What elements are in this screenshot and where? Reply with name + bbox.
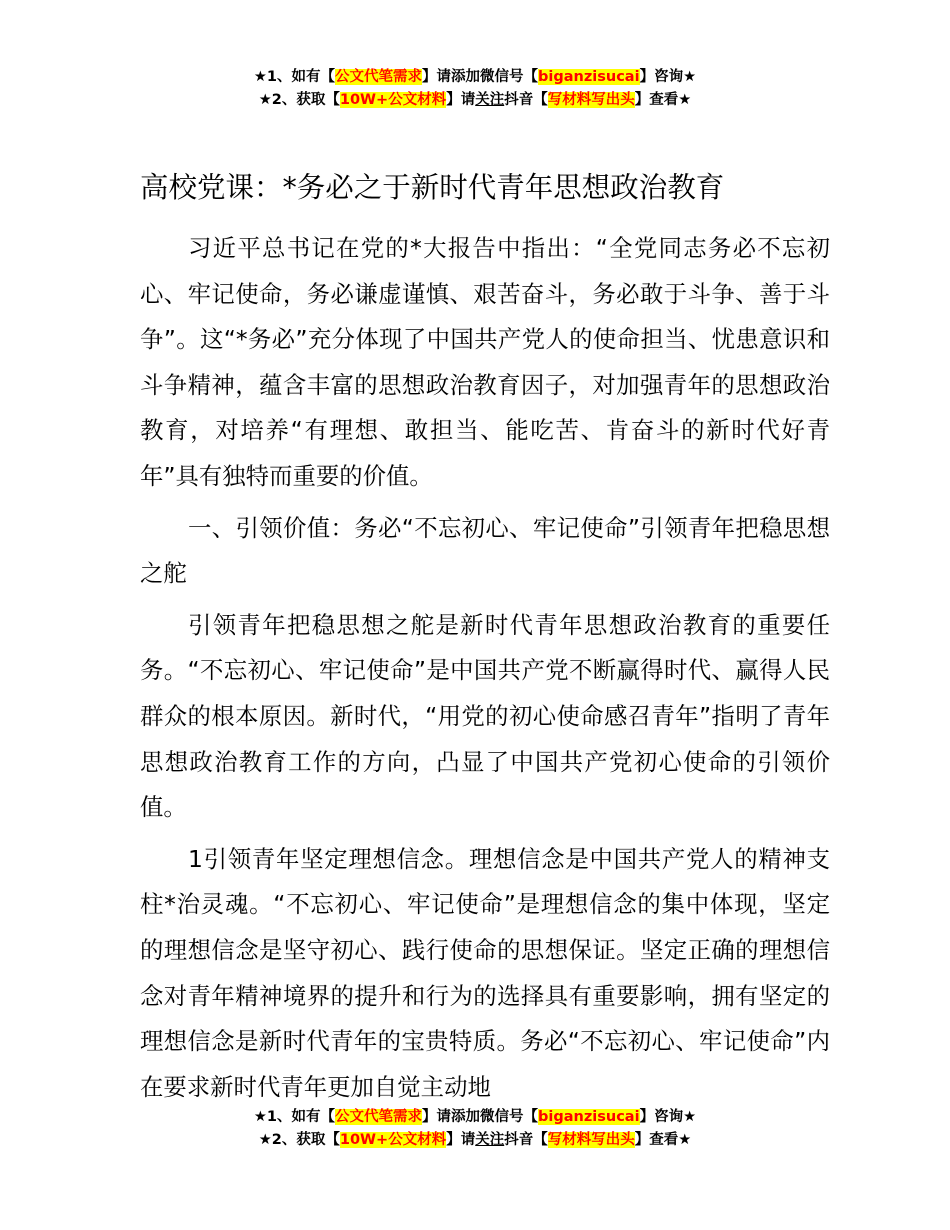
header-line2-underlined-follow: 关注 <box>475 92 505 108</box>
header-line2-highlight-materials: 10W+公文材料 <box>339 92 447 108</box>
footer-line2-underlined-follow: 关注 <box>475 1132 505 1148</box>
header-line1-prefix: ★1、如有【 <box>253 69 336 85</box>
section-heading-1: 一、引领价值：务必“不忘初心、牢记使命”引领青年把稳思想之舵 <box>140 513 830 588</box>
header-line2-prefix: ★2、获取【 <box>258 92 340 108</box>
footer-line1-highlight-wechat-id: biganzisucai <box>538 1109 640 1125</box>
footer-line2-middle-a: 】请 <box>446 1132 476 1148</box>
footer-line2-highlight-materials: 10W+公文材料 <box>339 1132 447 1148</box>
header-line1-highlight-service: 公文代笔需求 <box>335 69 423 85</box>
footer-line2-middle-b: 抖音【 <box>504 1132 548 1148</box>
footer-line2-prefix: ★2、获取【 <box>258 1132 340 1148</box>
footer-line1-highlight-service: 公文代笔需求 <box>335 1109 423 1125</box>
header-line2-highlight-douyin: 写材料写出头 <box>547 92 635 108</box>
footer-line1-prefix: ★1、如有【 <box>253 1109 336 1125</box>
header-banner-line-1 <box>0 66 950 89</box>
footer-line1-middle: 】请添加微信号【 <box>422 1109 539 1125</box>
header-banner-line-2 <box>0 89 950 112</box>
header-line1-highlight-wechat-id: biganzisucai <box>538 69 640 85</box>
document-title: 高校党课：*务必之于新时代青年思想政治教育 <box>140 171 725 204</box>
header-line2-middle-b: 抖音【 <box>504 92 548 108</box>
footer-line2-suffix: 】查看★ <box>634 1132 692 1148</box>
header-line2-middle-a: 】请 <box>446 92 476 108</box>
document-body <box>140 226 830 1116</box>
paragraph-intro: 习近平总书记在党的*大报告中指出：“全党同志务必不忘初心、牢记使命，务必谦虚谨慎、艰苦奋斗，务必敢于斗争、善于斗争”。这“*务必”充分体现了中国共产党人的使命担当、忧患意识和斗争精神，蕴含丰富的思想政治教育因子，对加强青年的思想政治教育，对培养“有理想、敢担当、能吃苦、肯奋斗的新时代好青年”具有独特而重要的价值。 <box>140 234 830 490</box>
header-line2-suffix: 】查看★ <box>634 92 692 108</box>
paragraph-section-1: 引领青年把稳思想之舵是新时代青年思想政治教育的重要任务。“不忘初心、牢记使命”是中国共产党不断赢得时代、赢得人民群众的根本原因。新时代，“用党的初心使命感召青年”指明了青年思想政治教育工作的方向，凸显了中国共产党初心使命的引领价值。 <box>140 610 830 822</box>
header-line1-middle: 】请添加微信号【 <box>422 69 539 85</box>
footer-banner-line-1 <box>0 1106 950 1129</box>
header-banner <box>0 66 950 112</box>
footer-banner-line-2 <box>0 1129 950 1152</box>
paragraph-point-1: 1引领青年坚定理想信念。理想信念是中国共产党人的精神支柱*治灵魂。“不忘初心、牢记使命”是理想信念的集中体现，坚定的理想信念是坚守初心、践行使命的思想保证。坚定正确的理想信念对青年精神境界的提升和行为的选择具有重要影响，拥有坚定的理想信念是新时代青年的宝贵特质。务必“不忘初心、牢记使命”内在要求新时代青年更加自觉主动地 <box>140 844 830 1101</box>
footer-line1-suffix: 】咨询★ <box>639 1109 697 1125</box>
footer-line2-highlight-douyin: 写材料写出头 <box>547 1132 635 1148</box>
footer-banner <box>0 1106 950 1152</box>
header-line1-suffix: 】咨询★ <box>639 69 697 85</box>
